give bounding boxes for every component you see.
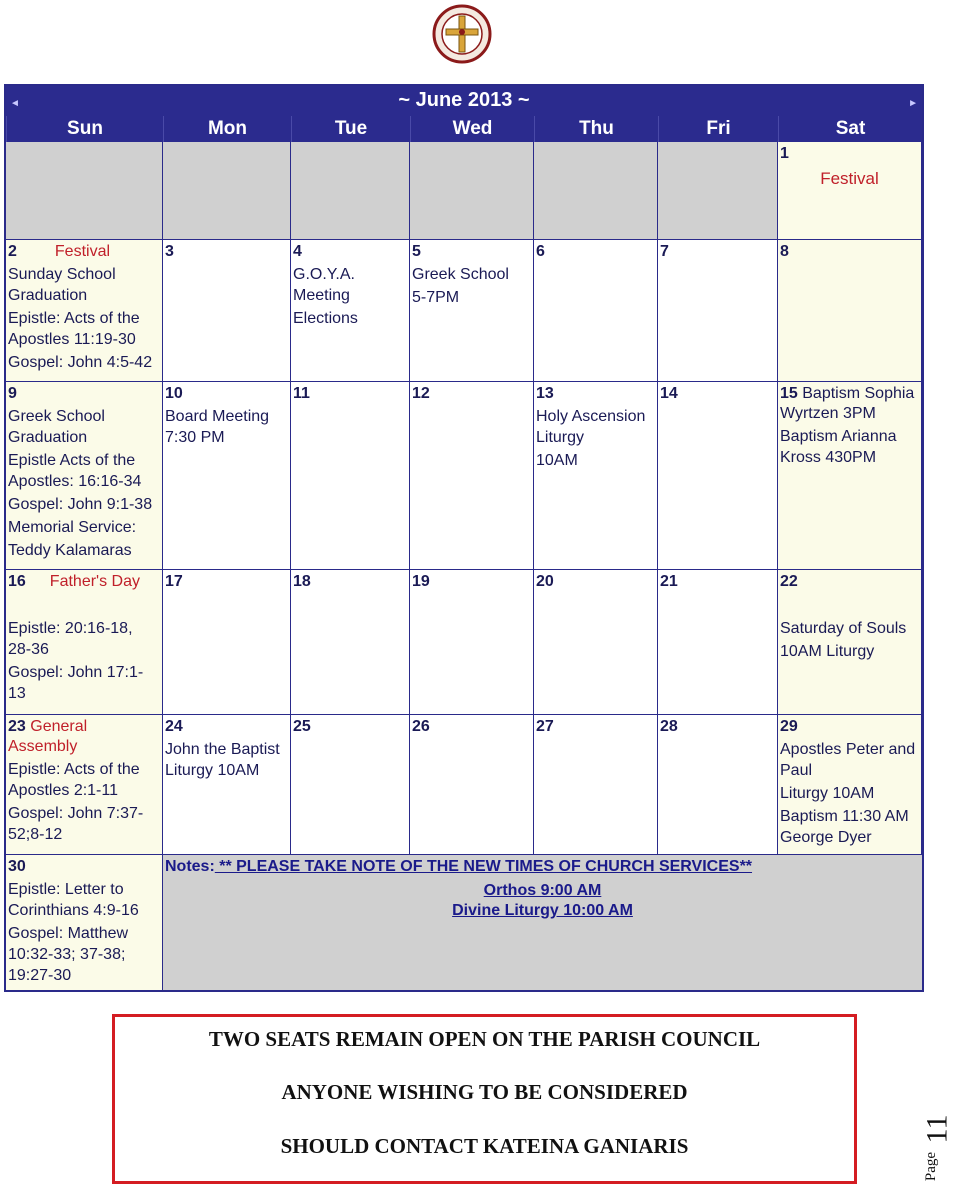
notes-label: Notes: bbox=[165, 858, 215, 875]
calendar-cell-empty bbox=[534, 142, 658, 240]
day-number: 28 bbox=[660, 718, 678, 735]
event-line: Holy Ascension Liturgy bbox=[536, 408, 646, 446]
calendar-cell-jun-3 bbox=[163, 240, 291, 382]
day-number: 17 bbox=[165, 573, 183, 590]
calendar-cell-jun-2 bbox=[6, 240, 163, 382]
calendar-cell-jun-24 bbox=[163, 715, 291, 855]
calendar-cell-jun-13 bbox=[534, 382, 658, 570]
day-number: 21 bbox=[660, 573, 678, 590]
calendar-cell-jun-26 bbox=[410, 715, 534, 855]
event-general-assembly: General Assembly bbox=[8, 718, 88, 755]
gospel-reading: Gospel: John 7:37-52;8-12 bbox=[8, 805, 144, 843]
epistle-reading: Epistle: 20:16-18, 28-36 bbox=[8, 620, 133, 658]
church-logo-icon bbox=[432, 4, 492, 64]
epistle-reading: Epistle Acts of the Apostles: 16:16-34 bbox=[8, 452, 142, 490]
prev-month-arrow[interactable]: ◄ bbox=[10, 98, 20, 109]
month-title: ~ June 2013 ~ bbox=[398, 89, 530, 111]
announcement-line-1: TWO SEATS REMAIN OPEN ON THE PARISH COUNCIL bbox=[208, 1027, 761, 1051]
event-line: Saturday of Souls bbox=[780, 620, 907, 637]
announcement-line-2: ANYONE WISHING TO BE CONSIDERED bbox=[281, 1080, 688, 1104]
event-fathers-day: Father's Day bbox=[49, 573, 140, 590]
announcement-line-3: SHOULD CONTACT KATEINA GANIARIS bbox=[280, 1134, 689, 1158]
day-number: 13 bbox=[536, 385, 554, 402]
event-line: Baptism Arianna Kross 430PM bbox=[780, 428, 897, 466]
day-number: 16 bbox=[8, 573, 26, 590]
liturgy-time: Divine Liturgy 10:00 AM bbox=[452, 902, 633, 919]
day-header-fri: Fri bbox=[658, 116, 778, 142]
event-line: Elections bbox=[293, 310, 358, 327]
event-line: 10AM bbox=[536, 452, 578, 469]
event-line: Sunday School Graduation bbox=[8, 266, 116, 304]
day-number: 3 bbox=[165, 243, 174, 260]
calendar-cell-empty bbox=[6, 142, 163, 240]
event-line: Apostles Peter and Paul bbox=[780, 741, 916, 779]
gospel-reading: Gospel: John 9:1-38 bbox=[8, 496, 153, 513]
calendar-cell-jun-11 bbox=[291, 382, 410, 570]
day-number: 9 bbox=[8, 385, 17, 402]
day-number: 22 bbox=[780, 573, 798, 590]
gospel-reading: Gospel: Matthew 10:32-33; 37-38; 19:27-30 bbox=[8, 925, 129, 984]
calendar-cell-jun-18 bbox=[291, 570, 410, 715]
day-header-tue: Tue bbox=[291, 116, 410, 142]
event-line: Teddy Kalamaras bbox=[8, 542, 132, 559]
day-header-wed: Wed bbox=[410, 116, 534, 142]
calendar-grid bbox=[4, 84, 924, 992]
day-number: 27 bbox=[536, 718, 554, 735]
gospel-reading: Gospel: John 4:5-42 bbox=[8, 354, 153, 371]
calendar-cell-jun-23 bbox=[6, 715, 163, 855]
event-festival: Festival bbox=[54, 243, 111, 260]
calendar-cell-jun-17 bbox=[163, 570, 291, 715]
orthos-time: Orthos 9:00 AM bbox=[483, 882, 602, 899]
day-number: 15 bbox=[780, 385, 798, 402]
day-header-sat: Sat bbox=[778, 116, 922, 142]
event-line: Greek School bbox=[412, 266, 509, 283]
day-number: 1 bbox=[780, 145, 789, 162]
notes-text: ** PLEASE TAKE NOTE OF THE NEW TIMES OF CHURCH SERVICES** bbox=[214, 858, 753, 875]
epistle-reading: Epistle: Acts of the Apostles 2:1-11 bbox=[8, 761, 140, 799]
calendar-cell-jun-20 bbox=[534, 570, 658, 715]
announcement-box bbox=[112, 1014, 857, 1184]
day-number: 14 bbox=[660, 385, 678, 402]
calendar-cell-jun-6 bbox=[534, 240, 658, 382]
calendar-cell-jun-8 bbox=[778, 240, 922, 382]
calendar-cell-jun-9 bbox=[6, 382, 163, 570]
day-number: 7 bbox=[660, 243, 669, 260]
calendar-cell-jun-15 bbox=[778, 382, 922, 570]
epistle-reading: Epistle: Acts of the Apostles 11:19-30 bbox=[8, 310, 140, 348]
calendar-cell-empty bbox=[163, 142, 291, 240]
event-line: 10AM Liturgy bbox=[780, 643, 875, 660]
day-number: 23 bbox=[8, 718, 26, 735]
calendar-cell-empty bbox=[410, 142, 534, 240]
event-line: Baptism 11:30 AM George Dyer bbox=[780, 808, 909, 846]
day-number: 11 bbox=[293, 385, 310, 402]
next-month-arrow[interactable]: ► bbox=[908, 98, 918, 109]
calendar-cell-jun-22 bbox=[778, 570, 922, 715]
day-number: 24 bbox=[165, 718, 183, 735]
day-number: 18 bbox=[293, 573, 311, 590]
day-number: 30 bbox=[8, 858, 26, 875]
day-header-sun: Sun bbox=[6, 116, 163, 142]
gospel-reading: Gospel: John 17:1-13 bbox=[8, 664, 144, 702]
event-line: John the Baptist Liturgy 10AM bbox=[165, 741, 280, 779]
day-number: 5 bbox=[412, 243, 421, 260]
event-line: Baptism Sophia Wyrtzen 3PM bbox=[780, 385, 915, 422]
calendar-cell-empty bbox=[658, 142, 778, 240]
day-number: 8 bbox=[780, 243, 789, 260]
calendar-title-bar bbox=[6, 86, 922, 116]
page-label-text: Page bbox=[923, 1151, 940, 1182]
day-number: 20 bbox=[536, 573, 554, 590]
page-number-label bbox=[920, 1110, 960, 1190]
day-number: 29 bbox=[780, 718, 798, 735]
event-line: 5-7PM bbox=[412, 289, 460, 306]
day-header-mon: Mon bbox=[163, 116, 291, 142]
calendar-cell-empty bbox=[291, 142, 410, 240]
event-festival: Festival bbox=[820, 169, 879, 188]
day-number: 2 bbox=[8, 243, 17, 260]
calendar-cell-jun-1 bbox=[778, 142, 922, 240]
calendar-cell-jun-29 bbox=[778, 715, 922, 855]
event-line: Memorial Service: bbox=[8, 519, 137, 536]
day-number: 26 bbox=[412, 718, 430, 735]
calendar-cell-jun-25 bbox=[291, 715, 410, 855]
calendar-cell-jun-28 bbox=[658, 715, 778, 855]
day-number: 12 bbox=[412, 385, 430, 402]
calendar-cell-jun-12 bbox=[410, 382, 534, 570]
epistle-reading: Epistle: Letter to Corinthians 4:9-16 bbox=[8, 881, 139, 919]
calendar-cell-jun-16 bbox=[6, 570, 163, 715]
calendar-cell-jun-30 bbox=[6, 855, 163, 990]
page-number: 11 bbox=[920, 1114, 954, 1144]
calendar-cell-jun-10 bbox=[163, 382, 291, 570]
day-number: 10 bbox=[165, 385, 183, 402]
day-header-thu: Thu bbox=[534, 116, 658, 142]
calendar-cell-jun-27 bbox=[534, 715, 658, 855]
calendar-cell-jun-4 bbox=[291, 240, 410, 382]
event-line: G.O.Y.A. Meeting bbox=[293, 266, 355, 304]
day-number: 19 bbox=[412, 573, 430, 590]
calendar-cell-jun-19 bbox=[410, 570, 534, 715]
event-line: Liturgy 10AM bbox=[780, 785, 875, 802]
event-line: Greek School Graduation bbox=[8, 408, 105, 446]
event-line: Board Meeting 7:30 PM bbox=[165, 408, 270, 446]
day-number: 6 bbox=[536, 243, 545, 260]
day-number: 4 bbox=[293, 243, 302, 260]
calendar-cell-jun-5 bbox=[410, 240, 534, 382]
notes-panel bbox=[163, 855, 922, 990]
calendar-cell-jun-21 bbox=[658, 570, 778, 715]
calendar-cell-jun-14 bbox=[658, 382, 778, 570]
calendar-cell-jun-7 bbox=[658, 240, 778, 382]
day-number: 25 bbox=[293, 718, 311, 735]
